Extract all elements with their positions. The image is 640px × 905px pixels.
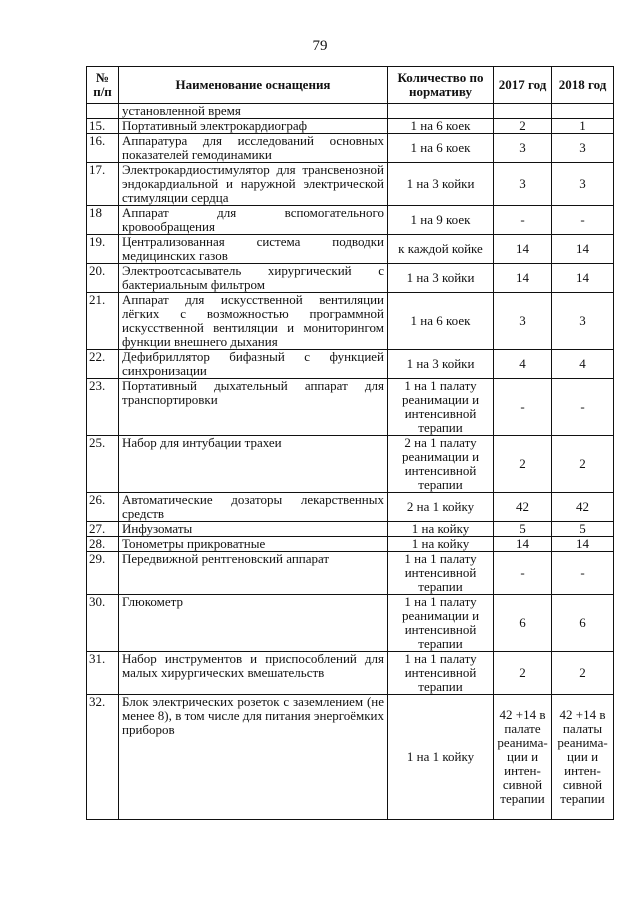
quantity-2017: - — [494, 379, 552, 436]
equipment-name: Блок электрических розеток с заземлением (не менее 8), в том числе для питания энергоёмких приборов — [119, 695, 388, 820]
table-row — [87, 595, 614, 652]
equipment-name: Портативный дыхательный аппарат для транспортировки — [119, 379, 388, 436]
row-number: 22. — [87, 350, 119, 379]
equipment-name: Централизованная система подводки медицинских газов — [119, 235, 388, 264]
equipment-name: Набор инструментов и приспособлений для малых хирургических вмешательств — [119, 652, 388, 695]
equipment-name: Автоматические дозаторы лекарственных средств — [119, 493, 388, 522]
quantity-2018: 5 — [552, 522, 614, 537]
continuation-text: установленной время — [119, 104, 388, 119]
row-number: 32. — [87, 695, 119, 820]
row-number: 28. — [87, 537, 119, 552]
equipment-name: Набор для интубации трахеи — [119, 436, 388, 493]
page-number: 79 — [312, 38, 328, 54]
quantity-2018: 42 +14 в палаты реанима-ции и интен-сивной терапии — [552, 695, 614, 820]
quantity-2017: 3 — [494, 163, 552, 206]
equipment-name: Глюкометр — [119, 595, 388, 652]
table-row — [87, 163, 614, 206]
table-row — [87, 522, 614, 537]
quantity-2018: - — [552, 552, 614, 595]
quantity-2018: 3 — [552, 134, 614, 163]
equipment-name: Инфузоматы — [119, 522, 388, 537]
quantity-2017: 14 — [494, 235, 552, 264]
header-norm: Количество по нормативу — [388, 67, 494, 104]
quantity-2018: 2 — [552, 436, 614, 493]
norm-quantity: 1 на 6 коек — [388, 134, 494, 163]
quantity-2018: - — [552, 206, 614, 235]
norm-quantity: 1 на 6 коек — [388, 293, 494, 350]
quantity-2017: 2 — [494, 119, 552, 134]
norm-quantity: 1 на 9 коек — [388, 206, 494, 235]
norm-quantity: к каждой койке — [388, 235, 494, 264]
table-row — [87, 379, 614, 436]
equipment-name: Электрокардиостимулятор для трансвенозной эндокардиальной и наружной электрической стимуляции сердца — [119, 163, 388, 206]
table-row — [87, 293, 614, 350]
row-number: 30. — [87, 595, 119, 652]
row-number: 18 — [87, 206, 119, 235]
table-row — [87, 235, 614, 264]
quantity-2018: 42 — [552, 493, 614, 522]
table-row — [87, 493, 614, 522]
header-name: Наименование оснащения — [119, 67, 388, 104]
table-row — [87, 552, 614, 595]
quantity-2018: 3 — [552, 163, 614, 206]
norm-quantity: 1 на 3 койки — [388, 264, 494, 293]
table-row — [87, 350, 614, 379]
norm-quantity: 1 на 1 палату реанимации и интенсивной терапии — [388, 595, 494, 652]
table-row — [87, 134, 614, 163]
quantity-2017: 4 — [494, 350, 552, 379]
quantity-2017: 3 — [494, 293, 552, 350]
quantity-2017: 42 — [494, 493, 552, 522]
quantity-2017: 42 +14 в палате реанима-ции и интен-сивной терапии — [494, 695, 552, 820]
equipment-name: Аппарат для вспомогательного кровообращения — [119, 206, 388, 235]
quantity-2017: 3 — [494, 134, 552, 163]
equipment-name: Электроотсасыватель хирургический с бактериальным фильтром — [119, 264, 388, 293]
table-row — [87, 436, 614, 493]
quantity-2018: 6 — [552, 595, 614, 652]
norm-quantity: 1 на 1 палату интенсивной терапии — [388, 652, 494, 695]
quantity-2018: 4 — [552, 350, 614, 379]
table-row — [87, 119, 614, 134]
table-row — [87, 695, 614, 820]
quantity-2017: 6 — [494, 595, 552, 652]
header-2018: 2018 год — [552, 67, 614, 104]
equipment-name: Передвижной рентгеновский аппарат — [119, 552, 388, 595]
quantity-2018: - — [552, 379, 614, 436]
header-num: № п/п — [87, 67, 119, 104]
row-number: 16. — [87, 134, 119, 163]
table-row — [87, 264, 614, 293]
quantity-2018: 14 — [552, 537, 614, 552]
row-number: 15. — [87, 119, 119, 134]
quantity-2017: - — [494, 206, 552, 235]
row-number: 17. — [87, 163, 119, 206]
norm-quantity: 2 на 1 койку — [388, 493, 494, 522]
equipment-name: Тонометры прикроватные — [119, 537, 388, 552]
row-number: 19. — [87, 235, 119, 264]
quantity-2017: 14 — [494, 264, 552, 293]
norm-quantity: 1 на 3 койки — [388, 350, 494, 379]
norm-quantity: 2 на 1 палату реанимации и интенсивной терапии — [388, 436, 494, 493]
norm-quantity: 1 на 1 койку — [388, 695, 494, 820]
row-number: 26. — [87, 493, 119, 522]
equipment-name: Аппаратура для исследований основных показателей гемодинамики — [119, 134, 388, 163]
row-number: 20. — [87, 264, 119, 293]
table-row — [87, 652, 614, 695]
header-2017: 2017 год — [494, 67, 552, 104]
equipment-name: Аппарат для искусственной вентиляции лёгких с возможностью программной искусственной вентиляции и мониторингом функции внешнего дыхания — [119, 293, 388, 350]
norm-quantity: 1 на койку — [388, 522, 494, 537]
norm-quantity: 1 на койку — [388, 537, 494, 552]
row-number: 31. — [87, 652, 119, 695]
norm-quantity: 1 на 3 койки — [388, 163, 494, 206]
header-row — [87, 67, 614, 104]
quantity-2017: 2 — [494, 436, 552, 493]
row-number: 29. — [87, 552, 119, 595]
quantity-2018: 3 — [552, 293, 614, 350]
equipment-name: Портативный электрокардиограф — [119, 119, 388, 134]
quantity-2018: 14 — [552, 264, 614, 293]
quantity-2017: 5 — [494, 522, 552, 537]
quantity-2018: 1 — [552, 119, 614, 134]
quantity-2017: - — [494, 552, 552, 595]
norm-quantity: 1 на 6 коек — [388, 119, 494, 134]
norm-quantity: 1 на 1 палату реанимации и интенсивной терапии — [388, 379, 494, 436]
quantity-2018: 2 — [552, 652, 614, 695]
continuation-row — [87, 104, 614, 119]
row-number: 27. — [87, 522, 119, 537]
equipment-name: Дефибриллятор бифазный с функцией синхронизации — [119, 350, 388, 379]
norm-quantity: 1 на 1 палату интенсивной терапии — [388, 552, 494, 595]
equipment-table — [86, 66, 614, 820]
quantity-2017: 2 — [494, 652, 552, 695]
table-row — [87, 537, 614, 552]
row-number: 21. — [87, 293, 119, 350]
quantity-2018: 14 — [552, 235, 614, 264]
quantity-2017: 14 — [494, 537, 552, 552]
row-number: 23. — [87, 379, 119, 436]
row-number: 25. — [87, 436, 119, 493]
table-row — [87, 206, 614, 235]
